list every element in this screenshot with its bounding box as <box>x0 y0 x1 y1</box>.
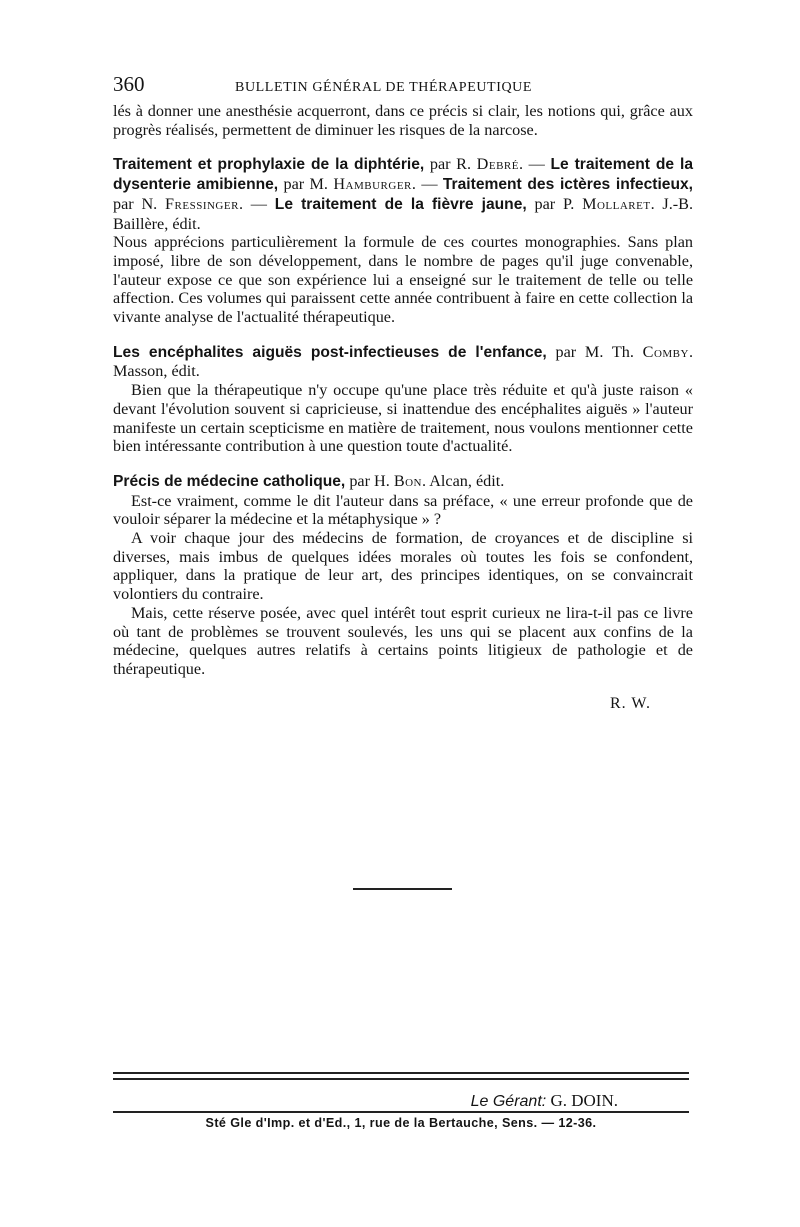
review-body: Nous apprécions particulièrement la formule de ces courtes monographies. Sans plan imposé, libre de son développement, dans le nombre de pages qu'il juge convenable, l'auteur expose ce que son expérience lui a enseigné sur le traitement de telle ou telle affection. Ces volumes qui paraissent cette année contribuent à faire en cette collection la vivante analyse de l'actualité thérapeutique. <box>113 233 693 327</box>
review-entry-encephalites <box>113 343 693 456</box>
page-body <box>113 72 693 713</box>
author-name: Comby <box>642 342 689 361</box>
review-paragraph: A voir chaque jour des médecins de formation, de croyances et de discipline si diverses, mais imbus de quelques idées morales où toutes les fois se confondent, appliquer, dans la pratique de leur art, des principes identiques, on se convaincrait volontiers du contraire. <box>113 529 693 604</box>
reviewer-signature: R. W. <box>609 694 651 712</box>
book-title: Traitement des ictères infectieux, <box>442 176 694 194</box>
section-divider <box>353 888 452 890</box>
by-text: par M. Th. <box>546 342 643 361</box>
by-text: par P. <box>526 194 583 213</box>
by-text: par M. <box>278 175 334 194</box>
by-text: par N. <box>113 194 166 213</box>
running-title: BULLETIN GÉNÉRAL DE THÉRAPEUTIQUE <box>235 80 533 95</box>
entry-heading <box>113 155 693 233</box>
author-name: Mollaret <box>582 194 651 213</box>
review-entry-diphtheria <box>113 155 693 326</box>
publisher-text: . J.-B. Baillère, édit. <box>113 194 693 233</box>
gerant-label: Le Gérant: <box>470 1093 547 1110</box>
publisher-text: . Masson, édit. <box>113 342 693 381</box>
by-text: par R. <box>424 155 477 174</box>
review-paragraph: Mais, cette réserve posée, avec quel intérêt tout esprit curieux ne lira-t-il pas ce livre où tant de problèmes se trouvent soulevés, les uns qui se placent aux confins de la médecine, quelques autres relatifs à certains points litigieux de pathologie et de thérapeutique. <box>113 603 693 678</box>
gerant-name: G. DOIN. <box>550 1091 618 1110</box>
review-body: Bien que la thérapeutique n'y occupe qu'une place très réduite et qu'à juste raison « devant l'évolution souvent si capricieuse, si inattendue des encéphalites aiguës » l'auteur manifeste un certain scepticisme en matière de traitement, nous voulons mentionner cette bien intéressante contribution à une question toute d'actualité. <box>113 381 693 456</box>
entry-heading <box>113 343 693 381</box>
book-title: Les encéphalites aiguës post-infectieuses de l'enfance, <box>113 343 547 361</box>
author-name: Debré <box>476 155 519 174</box>
by-text: par H. <box>345 471 394 490</box>
author-name: Hamburger <box>333 175 412 194</box>
author-name: Fressinger <box>165 194 239 213</box>
gerant-line <box>113 1091 618 1111</box>
printer-imprint: Sté Gle d'Imp. et d'Ed., 1, rue de la Bertauche, Sens. — 12-36. <box>205 1116 597 1130</box>
book-title: Traitement et prophylaxie de la diphtérie, <box>113 156 425 174</box>
review-paragraph: Est-ce vraiment, comme le dit l'auteur dans sa préface, « une erreur profonde que de vouloir séparer la médecine et la métaphysique » ? <box>113 491 693 529</box>
book-title: Le traitement de la fièvre jaune, <box>274 195 527 213</box>
footer-rule-bottom <box>113 1111 689 1113</box>
author-name: Bon <box>393 471 422 490</box>
book-title: Le traitement de la dysenterie amibienne, <box>113 156 694 194</box>
book-title: Précis de médecine catholique, <box>113 472 346 490</box>
entry-heading <box>113 472 693 492</box>
publisher-text: . Alcan, édit. <box>422 471 505 490</box>
separator-text: . — <box>518 155 551 174</box>
page-number: 360 <box>113 72 145 96</box>
page-header <box>113 72 693 102</box>
separator-text: . — <box>411 175 443 194</box>
footer-rule-top <box>113 1072 689 1074</box>
footer-rule-top-second <box>113 1078 689 1080</box>
intro-paragraph: lés à donner une anesthésie acquerront, dans ce précis si clair, les notions qui, grâce aux progrès réalisés, permettent de diminuer les risques de la narcose. <box>113 102 693 139</box>
separator-text: . — <box>238 194 275 213</box>
review-entry-medecine-catholique <box>113 472 693 679</box>
